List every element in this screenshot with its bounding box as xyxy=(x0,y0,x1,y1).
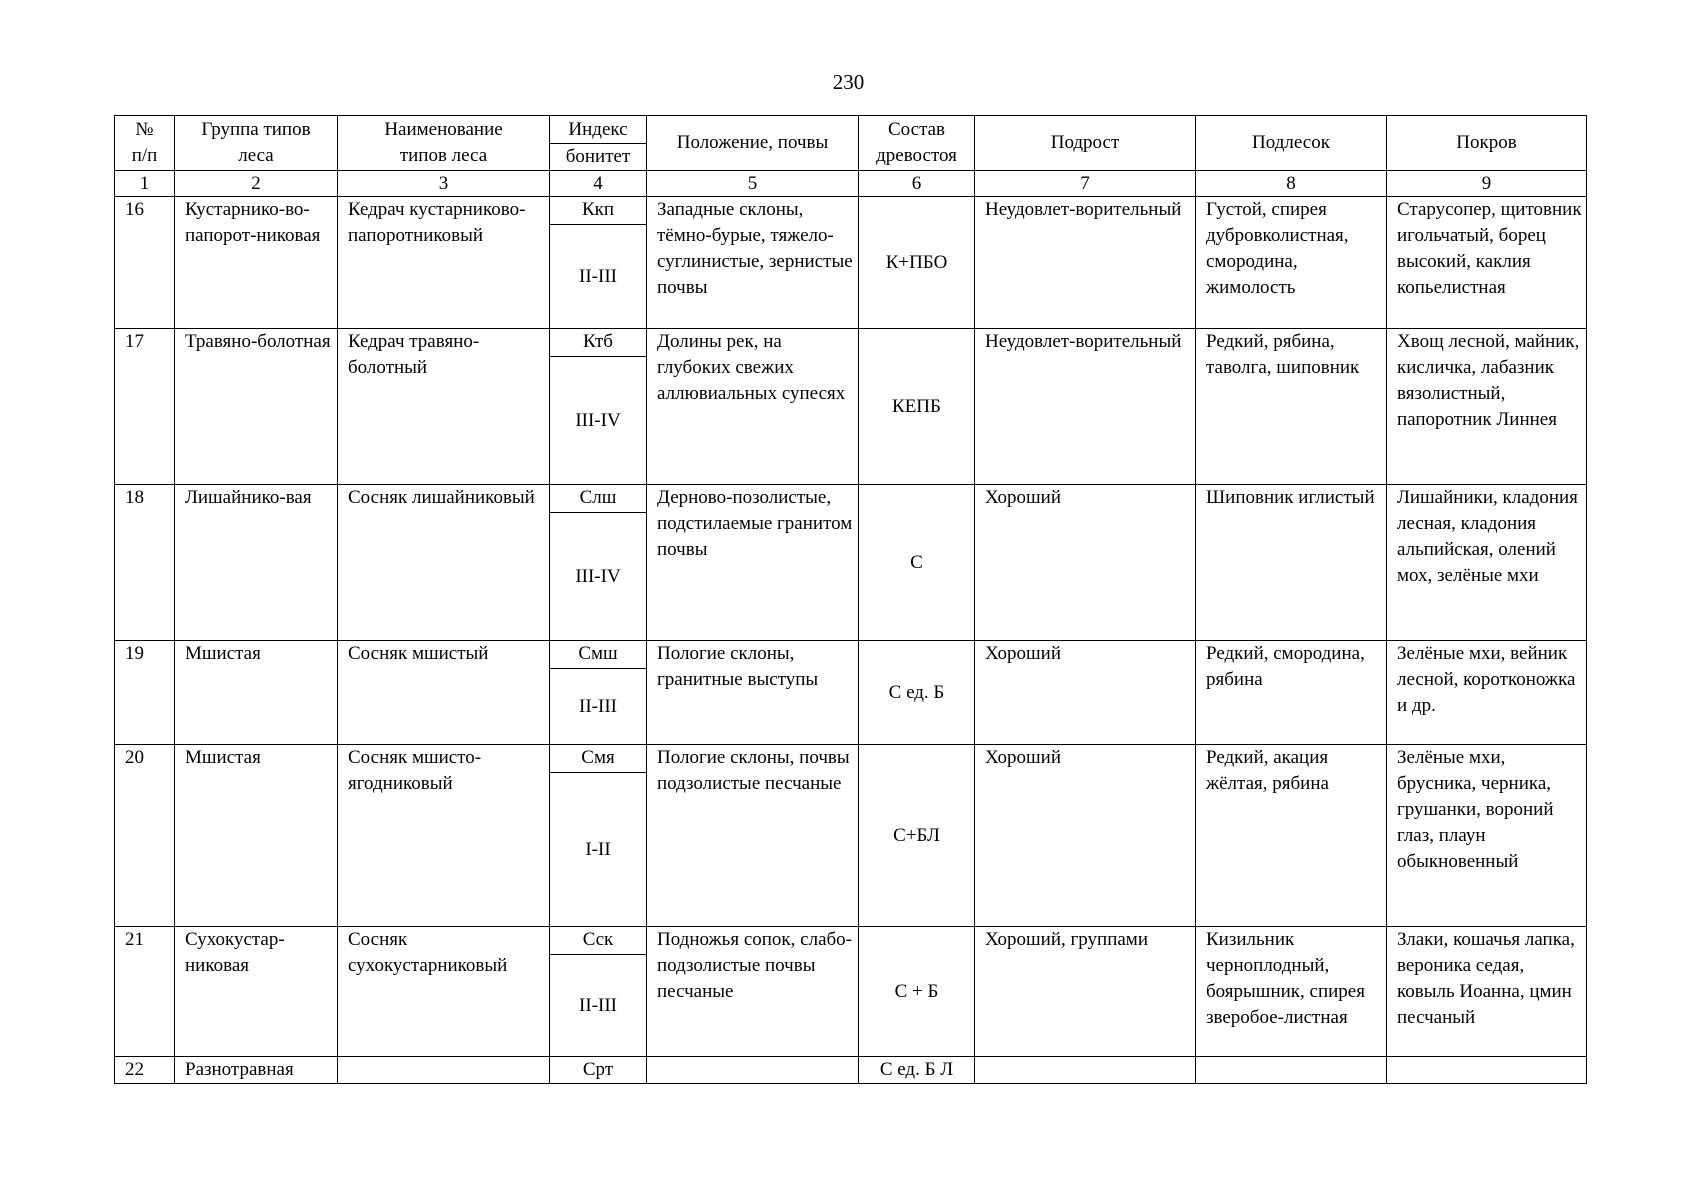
row-cover xyxy=(1387,1057,1587,1084)
header-group xyxy=(175,116,338,171)
table-row xyxy=(115,1057,1587,1084)
table-row xyxy=(115,485,1587,513)
row-composition: С ед. Б Л xyxy=(859,1057,975,1084)
row-composition: С+БЛ xyxy=(859,745,975,927)
row-undergrowth: Хороший xyxy=(975,485,1196,641)
row-position: Долины рек, на глубоких свежих аллювиальных супесях xyxy=(647,329,859,485)
row-underbrush xyxy=(1196,1057,1387,1084)
row-composition: С ед. Б xyxy=(859,641,975,745)
row-composition: КЕПБ xyxy=(859,329,975,485)
row-group: Кустарнико-во-папорот-никовая xyxy=(175,197,338,329)
header-group-line2: леса xyxy=(238,145,274,166)
header-composition-line2: древостоя xyxy=(876,145,957,166)
row-bonitet: II-III xyxy=(550,955,647,1057)
row-num: 19 xyxy=(115,641,175,745)
row-name: Сосняк мшисто-ягодниковый xyxy=(338,745,550,927)
row-composition: С xyxy=(859,485,975,641)
row-position xyxy=(647,1057,859,1084)
row-index: Слш xyxy=(550,485,647,513)
row-group: Мшистая xyxy=(175,641,338,745)
column-number: 5 xyxy=(647,171,859,197)
row-undergrowth: Хороший xyxy=(975,745,1196,927)
table-row xyxy=(115,927,1587,955)
page-number: 230 xyxy=(832,70,865,94)
header-name-line1: Наименование xyxy=(384,119,503,140)
row-underbrush: Редкий, акация жёлтая, рябина xyxy=(1196,745,1387,927)
table-body xyxy=(115,197,1587,1084)
table-row xyxy=(115,745,1587,773)
row-group: Мшистая xyxy=(175,745,338,927)
header-name xyxy=(338,116,550,171)
row-underbrush: Редкий, рябина, таволга, шиповник xyxy=(1196,329,1387,485)
row-name xyxy=(338,1057,550,1084)
column-number: 9 xyxy=(1387,171,1587,197)
row-composition: К+ПБО xyxy=(859,197,975,329)
row-num: 22 xyxy=(115,1057,175,1084)
header-bonitet: бонитет xyxy=(550,144,647,171)
column-number: 8 xyxy=(1196,171,1387,197)
row-undergrowth: Неудовлет-ворительный xyxy=(975,197,1196,329)
forest-types-table xyxy=(114,115,1587,1084)
header-num-line2: п/п xyxy=(131,145,158,166)
row-name: Сосняк мшистый xyxy=(338,641,550,745)
row-bonitet: II-III xyxy=(550,669,647,745)
row-position: Подножья сопок, слабо-подзолистые почвы песчаные xyxy=(647,927,859,1057)
row-cover: Хвощ лесной, майник, кисличка, лабазник вязолистный, папоротник Линнея xyxy=(1387,329,1587,485)
row-underbrush: Кизильник черноплодный, боярышник, спирея зверобое-листная xyxy=(1196,927,1387,1057)
row-position: Пологие склоны, гранитные выступы xyxy=(647,641,859,745)
row-undergrowth xyxy=(975,1057,1196,1084)
header-composition xyxy=(859,116,975,171)
row-position: Западные склоны, тёмно-бурые, тяжело-суглинистые, зернистые почвы xyxy=(647,197,859,329)
row-group: Травяно-болотная xyxy=(175,329,338,485)
header-position: Положение, почвы xyxy=(647,116,859,171)
row-position: Пологие склоны, почвы подзолистые песчаные xyxy=(647,745,859,927)
row-name: Кедрач травяно-болотный xyxy=(338,329,550,485)
row-num: 20 xyxy=(115,745,175,927)
row-cover: Злаки, кошачья лапка, вероника седая, ковыль Иоанна, цмин песчаный xyxy=(1387,927,1587,1057)
column-number: 7 xyxy=(975,171,1196,197)
row-underbrush: Шиповник иглистый xyxy=(1196,485,1387,641)
table-header xyxy=(115,116,1587,197)
row-num: 21 xyxy=(115,927,175,1057)
row-index: Ккп xyxy=(550,197,647,225)
row-undergrowth: Хороший xyxy=(975,641,1196,745)
row-index: Смш xyxy=(550,641,647,669)
table-row xyxy=(115,641,1587,669)
row-undergrowth: Неудовлет-ворительный xyxy=(975,329,1196,485)
table-row xyxy=(115,197,1587,225)
header-num-line1: № xyxy=(135,119,154,140)
row-index: Сск xyxy=(550,927,647,955)
header-cover: Покров xyxy=(1387,116,1587,171)
column-number: 2 xyxy=(175,171,338,197)
row-bonitet: I-II xyxy=(550,773,647,927)
column-number: 4 xyxy=(550,171,647,197)
row-bonitet: III-IV xyxy=(550,357,647,485)
row-composition: С + Б xyxy=(859,927,975,1057)
row-cover: Старусопер, щитовник игольчатый, борец высокий, каклия копьелистная xyxy=(1387,197,1587,329)
header-index: Индекс xyxy=(550,116,647,144)
table-row xyxy=(115,329,1587,357)
row-num: 17 xyxy=(115,329,175,485)
row-underbrush: Густой, спирея дубровколистная, смородина, жимолость xyxy=(1196,197,1387,329)
row-bonitet: II-III xyxy=(550,225,647,329)
header-underbrush: Подлесок xyxy=(1196,116,1387,171)
row-index: Срт xyxy=(550,1057,647,1084)
row-underbrush: Редкий, смородина, рябина xyxy=(1196,641,1387,745)
row-cover: Лишайники, кладония лесная, кладония альпийская, олений мох, зелёные мхи xyxy=(1387,485,1587,641)
row-num: 18 xyxy=(115,485,175,641)
row-index: Смя xyxy=(550,745,647,773)
column-number: 1 xyxy=(115,171,175,197)
row-group: Разнотравная xyxy=(175,1057,338,1084)
row-index: Ктб xyxy=(550,329,647,357)
row-name: Кедрач кустарниково-папоротниковый xyxy=(338,197,550,329)
row-bonitet: III-IV xyxy=(550,513,647,641)
row-group: Сухокустар-никовая xyxy=(175,927,338,1057)
row-group: Лишайнико-вая xyxy=(175,485,338,641)
row-name: Сосняк сухокустарниковый xyxy=(338,927,550,1057)
column-numbers-row xyxy=(115,171,1587,197)
row-undergrowth: Хороший, группами xyxy=(975,927,1196,1057)
header-undergrowth: Подрост xyxy=(975,116,1196,171)
column-number: 6 xyxy=(859,171,975,197)
row-cover: Зелёные мхи, вейник лесной, коротконожка и др. xyxy=(1387,641,1587,745)
row-num: 16 xyxy=(115,197,175,329)
row-cover: Зелёные мхи, брусника, черника, грушанки, вороний глаз, плаун обыкновенный xyxy=(1387,745,1587,927)
row-position: Дерново-позолистые, подстилаемые гранитом почвы xyxy=(647,485,859,641)
row-name: Сосняк лишайниковый xyxy=(338,485,550,641)
header-num xyxy=(115,116,175,171)
header-composition-line1: Состав xyxy=(887,119,946,140)
column-number: 3 xyxy=(338,171,550,197)
header-name-line2: типов леса xyxy=(399,145,488,166)
header-group-line1: Группа типов xyxy=(201,119,311,140)
